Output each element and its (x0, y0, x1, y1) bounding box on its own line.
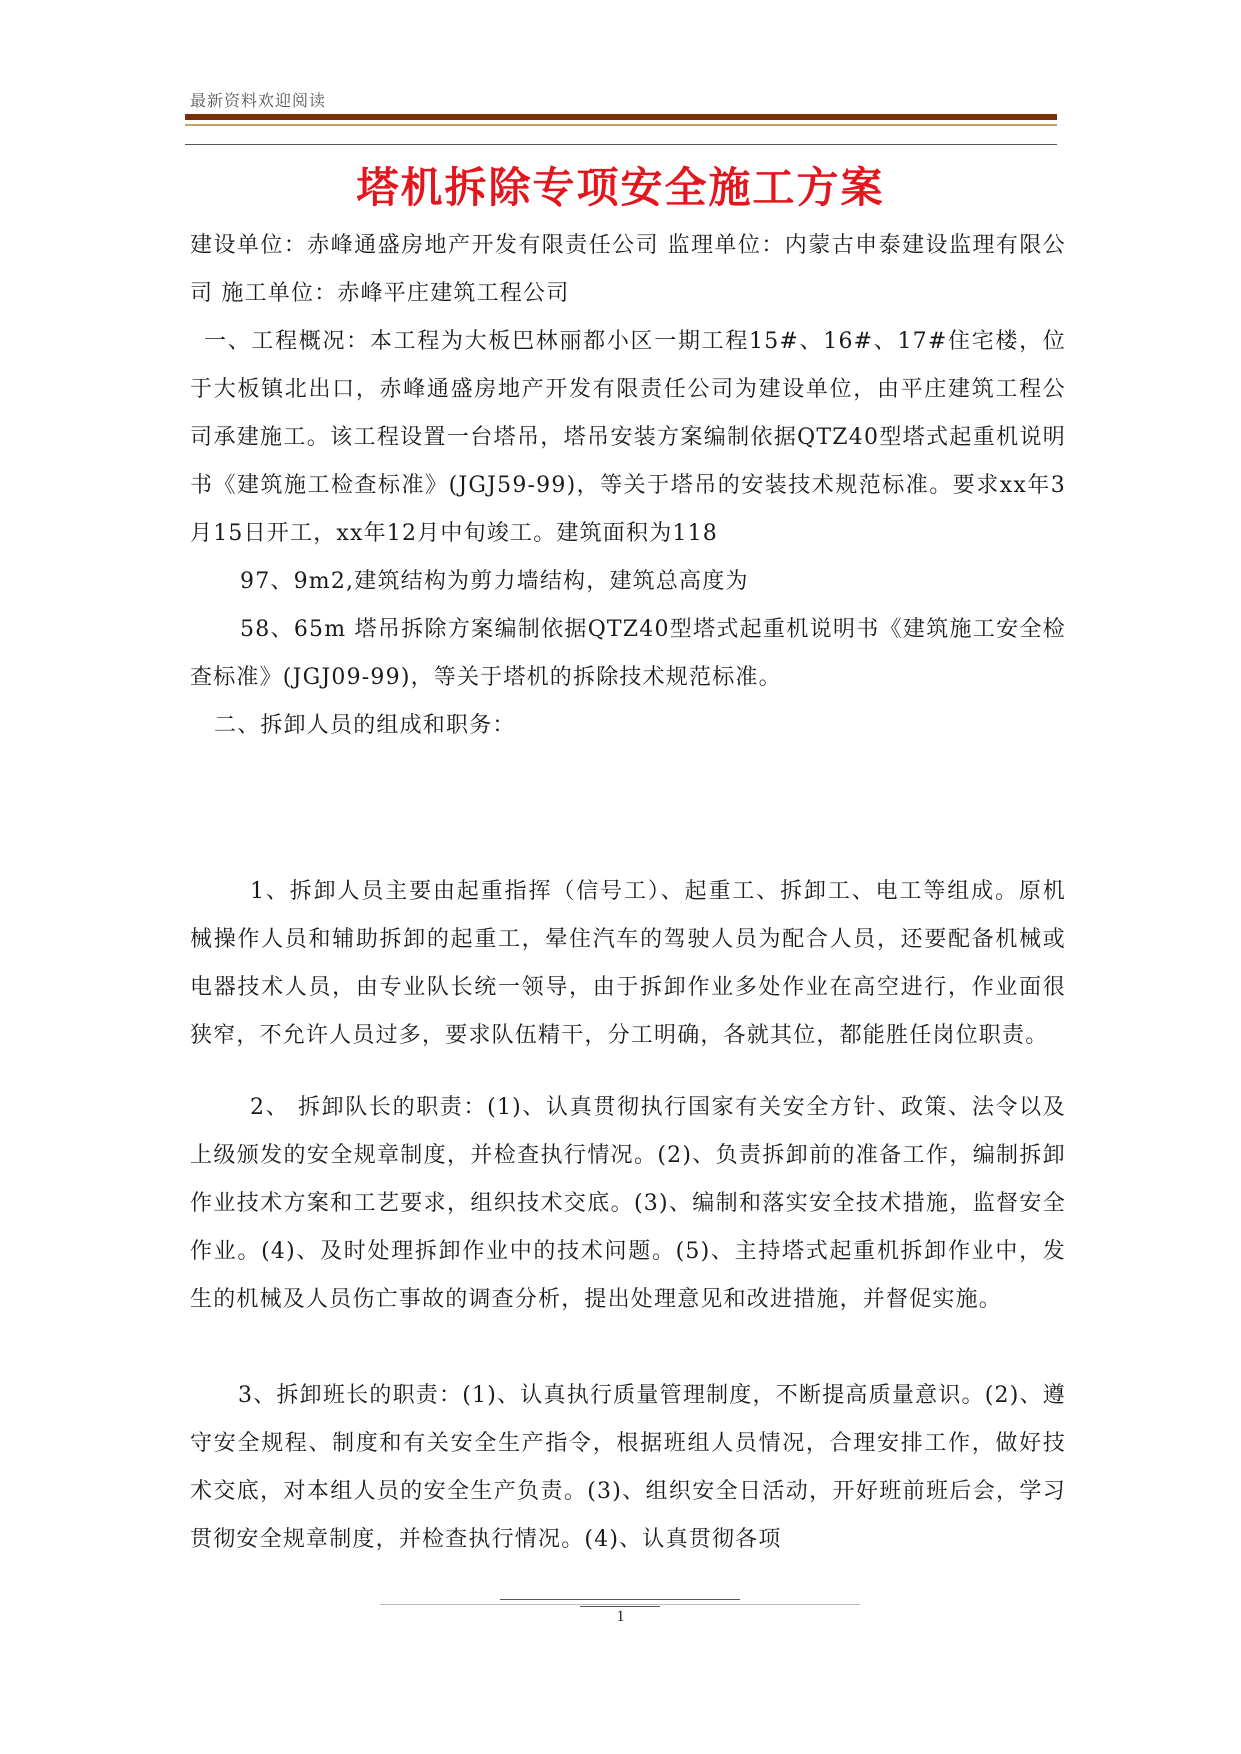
page-number: 1 (616, 1608, 625, 1625)
header-rule-thick (185, 114, 1057, 120)
parties-paragraph: 建设单位：赤峰通盛房地产开发有限责任公司 监理单位：内蒙古申泰建设监理有限公司 施工单位：赤峰平庄建筑工程公司 (190, 233, 1066, 306)
building-area-paragraph: 97、9m2,建筑结构为剪力墙结构，建筑总高度为 (240, 569, 749, 594)
document-title: 塔机拆除专项安全施工方案 (356, 163, 885, 212)
team-leader-duties-paragraph: 2、 拆卸队长的职责：(1)、认真贯彻执行国家有关安全方针、政策、法令以及上级颁发的安全规章制度，并检查执行情况。(2)、负责拆卸前的准备工作，编制拆卸作业技术方案和工艺要求，组织技术交底。(3)、编制和落实安全技术措施，监督安全作业。(4)、及时处理拆卸作业中的技术问题。(5)、主持塔式起重机拆卸作业中，发生的机械及人员伤亡事故的调查分析，提出处理意见和改进措施，并督促实施。 (190, 1095, 1066, 1312)
footer-rule-wide (380, 1604, 860, 1605)
dismantling-basis-paragraph: 58、65m 塔吊拆除方案编制依据QTZ40型塔式起重机说明书《建筑施工安全检查标准》(JGJ09-99)，等关于塔机的拆除技术规范标准。 (190, 617, 1066, 690)
header-rule-thin (185, 124, 1057, 126)
section-heading-personnel: 二、拆卸人员的组成和职务： (214, 713, 516, 738)
footer-rule (500, 1599, 740, 1600)
footer-rule-short (580, 1606, 660, 1607)
project-overview-paragraph: 一、工程概况：本工程为大板巴林丽都小区一期工程15#、16#、17#住宅楼，位于大板镇北出口，赤峰通盛房地产开发有限责任公司为建设单位，由平庄建筑工程公司承建施工。该工程设置一台塔吊，塔吊安装方案编制依据QTZ40型塔式起重机说明书《建筑施工检查标准》(JGJ59-99)，等关于塔吊的安装技术规范标准。要求xx年3月15日开工，xx年12月中旬竣工。建筑面积为118 (190, 329, 1066, 546)
running-header: 最新资料欢迎阅读 (190, 91, 327, 110)
header-rule-hair (185, 144, 1057, 145)
personnel-composition-paragraph: 1、拆卸人员主要由起重指挥（信号工）、起重工、拆卸工、电工等组成。原机械操作人员和辅助拆卸的起重工，晕住汽车的驾驶人员为配合人员，还要配备机械或电器技术人员，由专业队长统一领导，由于拆卸作业多处作业在高空进行，作业面很狭窄，不允许人员过多，要求队伍精干，分工明确，各就其位，都能胜任岗位职责。 (190, 879, 1066, 1048)
squad-leader-duties-paragraph: 3、拆卸班长的职责：(1)、认真执行质量管理制度，不断提高质量意识。(2)、遵守安全规程、制度和有关安全生产指令，根据班组人员情况，合理安排工作，做好技术交底，对本组人员的安全生产负责。(3)、组织安全日活动，开好班前班后会，学习贯彻安全规章制度，并检查执行情况。(4)、认真贯彻各项 (190, 1383, 1066, 1552)
